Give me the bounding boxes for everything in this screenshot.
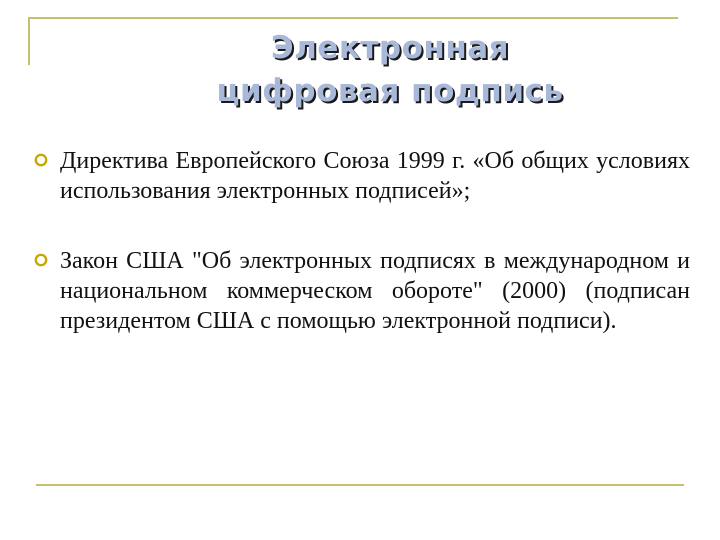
ring-bullet-icon [34, 253, 48, 267]
bullet-list [34, 146, 690, 376]
bullet-item-us-law [34, 246, 690, 336]
slide-title-line-1: Электронная [270, 30, 510, 66]
slide-title-line-2: цифровая подпись [216, 73, 564, 109]
frame-left-line [28, 17, 30, 65]
ring-bullet-icon [34, 153, 48, 167]
bullet-text: Закон США "Об электронных подписях в международном и национальном коммерческом обороте" (2000) (подписан президентом США с помощью электронной подписи). [60, 248, 690, 334]
slide-title [110, 27, 670, 113]
frame-top-line [28, 17, 678, 19]
frame-bottom-line [36, 484, 684, 486]
bullet-text: Директива Европейского Союза 1999 г. «Об общих условиях использования электронных подписей»; [60, 148, 690, 204]
bullet-item-eu-directive [34, 146, 690, 206]
